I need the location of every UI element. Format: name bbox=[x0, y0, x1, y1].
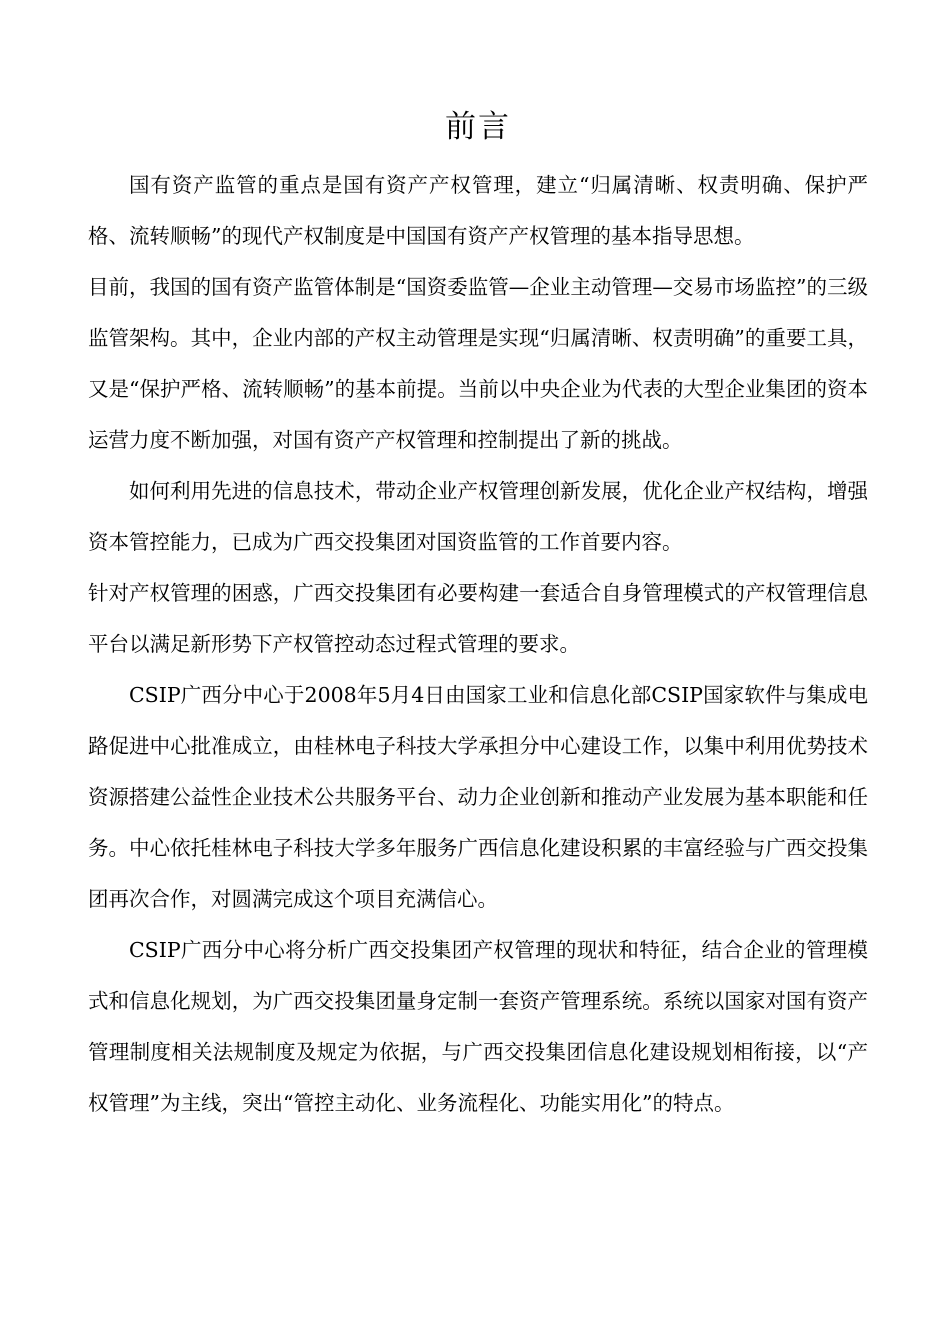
paragraph-1: 国有资产监管的重点是国有资产产权管理，建立“归属清晰、权责明确、保护严格、流转顺畅”的现代产权制度是中国国有资产产权管理的基本指导思想。 bbox=[88, 173, 868, 248]
paragraph-5: CSIP广西分中心于2008年5月4日由国家工业和信息化部CSIP国家软件与集成电路促进中心批准成立，由桂林电子科技大学承担分中心建设工作，以集中利用优势技术资源搭建公益性企业技术公共服务平台、动力企业创新和推动产业发展为基本职能和任务。中心依托桂林电子科技大学多年服务广西信息化建设积累的丰富经验与广西交投集团再次合作，对圆满完成这个项目充满信心。 bbox=[88, 683, 868, 911]
page-title: 前言 bbox=[445, 109, 511, 145]
paragraph-6: CSIP广西分中心将分析广西交投集团产权管理的现状和特征，结合企业的管理模式和信息化规划，为广西交投集团量身定制一套资产管理系统。系统以国家对国有资产管理制度相关法规制度及规定为依据，与广西交投集团信息化建设规划相衔接，以“产权管理”为主线，突出“管控主动化、业务流程化、功能实用化”的特点。 bbox=[88, 938, 868, 1115]
document-page bbox=[88, 100, 868, 1129]
paragraph-2: 目前，我国的国有资产监管体制是“国资委监管—企业主动管理—交易市场监控”的三级监管架构。其中，企业内部的产权主动管理是实现“归属清晰、权责明确”的重要工具，又是“保护严格、流转顺畅”的基本前提。当前以中央企业为代表的大型企业集团的资本运营力度不断加强，对国有资产产权管理和控制提出了新的挑战。 bbox=[88, 275, 868, 452]
paragraph-4: 针对产权管理的困惑，广西交投集团有必要构建一套适合自身管理模式的产权管理信息平台以满足新形势下产权管控动态过程式管理的要求。 bbox=[88, 581, 868, 656]
paragraph-3: 如何利用先进的信息技术，带动企业产权管理创新发展，优化企业产权结构，增强资本管控能力，已成为广西交投集团对国资监管的工作首要内容。 bbox=[88, 479, 868, 554]
